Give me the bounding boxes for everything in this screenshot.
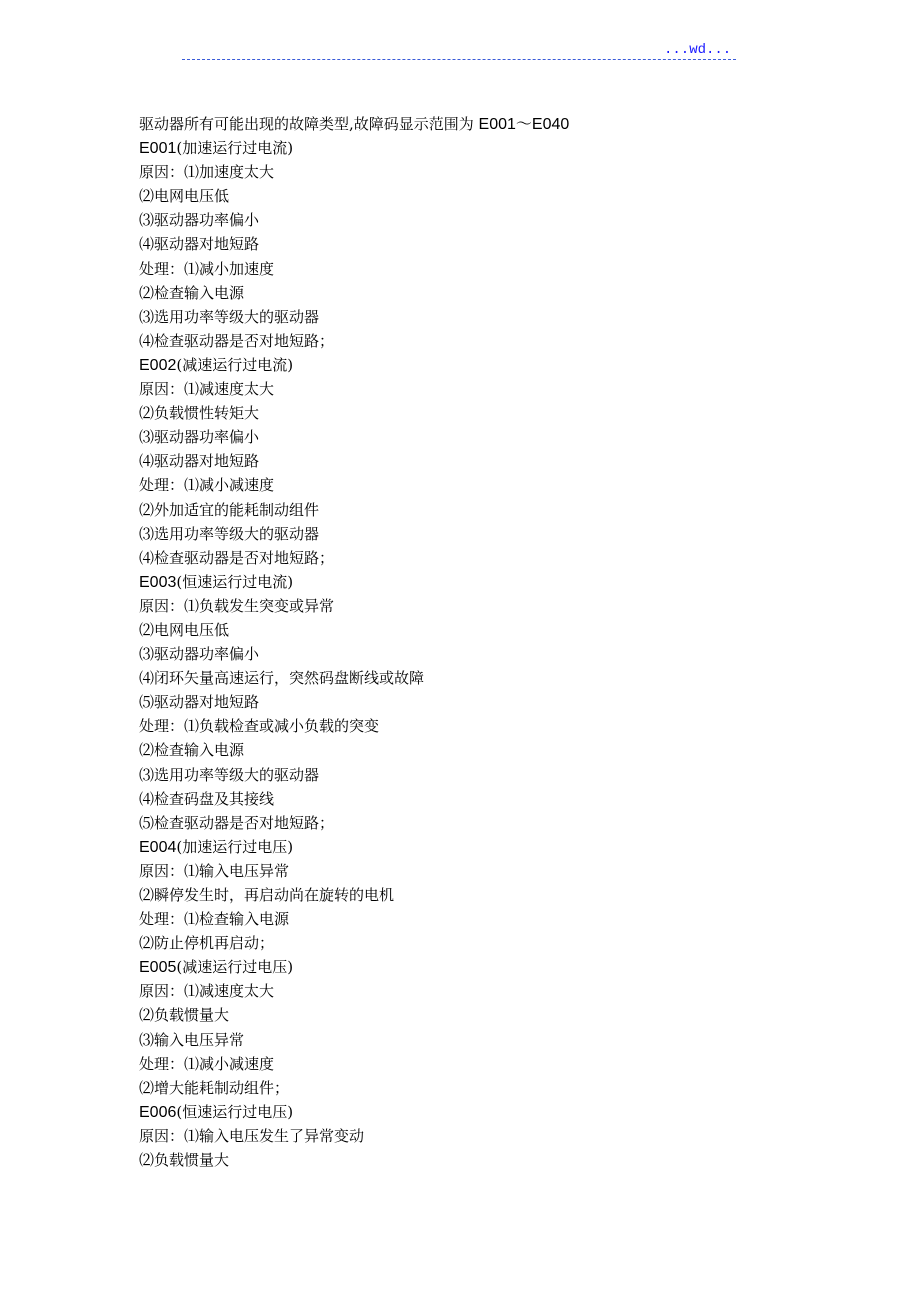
- fault-section: [139, 570, 779, 835]
- fault-detail-line: ⑷闭环矢量高速运行，突然码盘断线或故障: [139, 669, 425, 688]
- fault-detail-line: ⑵负载惯量大: [139, 1006, 230, 1025]
- fault-detail-line: ⑵负载惯性转矩大: [139, 404, 260, 423]
- fault-detail-line: ⑵检查输入电源: [139, 283, 245, 302]
- fault-detail-line: ⑵瞬停发生时，再启动尚在旋转的电机: [139, 886, 395, 904]
- fault-code: E005: [139, 959, 177, 977]
- fault-detail-line: ⑵负载惯量大: [139, 1151, 230, 1170]
- fault-code: E003: [139, 573, 177, 591]
- fault-section: [139, 1100, 779, 1172]
- fault-detail-line: ⑶驱动器功率偏小: [139, 645, 260, 664]
- fault-heading: [139, 353, 779, 377]
- fault-detail-line: ⑸检查驱动器是否对地短路；: [139, 813, 335, 832]
- fault-title: (减速运行过电流): [176, 355, 294, 374]
- fault-detail-line: ⑶选用功率等级大的驱动器: [139, 765, 320, 784]
- fault-code: E004: [139, 838, 177, 856]
- fault-code: E001: [139, 140, 177, 158]
- fault-section: [139, 955, 779, 1100]
- fault-title: (加速运行过电压): [176, 837, 294, 856]
- fault-heading: [139, 136, 779, 160]
- fault-section: [139, 136, 779, 353]
- fault-detail-line: 处理：⑴减小减速度: [139, 476, 275, 495]
- fault-code-range: E001～E040: [478, 116, 570, 133]
- fault-detail-line: ⑵电网电压低: [139, 187, 230, 206]
- intro-line: [139, 112, 779, 136]
- fault-detail-line: ⑶驱动器功率偏小: [139, 211, 260, 230]
- fault-detail-line: ⑶选用功率等级大的驱动器: [139, 524, 320, 543]
- fault-title: (加速运行过电流): [176, 139, 294, 158]
- fault-code: E006: [139, 1103, 177, 1121]
- intro-text: 驱动器所有可能出现的故障类型,故障码显示范围为: [139, 115, 479, 133]
- fault-heading: [139, 570, 779, 594]
- fault-section: [139, 353, 779, 570]
- fault-detail-line: ⑷检查驱动器是否对地短路；: [139, 548, 335, 567]
- fault-detail-line: ⑶驱动器功率偏小: [139, 428, 260, 447]
- fault-detail-line: 处理：⑴减小减速度: [139, 1054, 275, 1073]
- fault-title: (恒速运行过电流): [176, 572, 294, 591]
- fault-detail-line: ⑷驱动器对地短路: [139, 452, 260, 471]
- fault-detail-line: 原因：⑴减速度太大: [139, 982, 275, 1001]
- fault-list: [139, 136, 779, 1172]
- fault-title: (恒速运行过电压): [176, 1102, 294, 1121]
- fault-detail-line: ⑶输入电压异常: [139, 1030, 245, 1049]
- fault-heading: [139, 1100, 779, 1124]
- fault-detail-line: ⑸驱动器对地短路: [139, 693, 260, 712]
- fault-detail-line: ⑵外加适宜的能耗制动组件: [139, 500, 320, 519]
- fault-detail-line: 原因：⑴输入电压异常: [139, 861, 290, 880]
- fault-detail-line: 原因：⑴输入电压发生了异常变动: [139, 1126, 365, 1145]
- fault-detail-line: ⑵增大能耗制动组件；: [139, 1078, 290, 1097]
- fault-detail-line: ⑶选用功率等级大的驱动器: [139, 307, 320, 326]
- fault-detail-line: ⑵检查输入电源: [139, 741, 245, 760]
- fault-heading: [139, 835, 779, 859]
- fault-heading: [139, 955, 779, 979]
- fault-detail-line: ⑵电网电压低: [139, 620, 230, 639]
- fault-title: (减速运行过电压): [176, 958, 294, 977]
- header-mark: ...wd...: [664, 42, 732, 58]
- fault-detail-line: 原因：⑴加速度太大: [139, 163, 275, 182]
- fault-detail-line: ⑷检查驱动器是否对地短路；: [139, 331, 335, 350]
- fault-detail-line: ⑵防止停机再启动；: [139, 934, 275, 953]
- header-divider: [182, 59, 736, 60]
- fault-detail-line: 处理：⑴减小加速度: [139, 259, 275, 278]
- fault-detail-line: 处理：⑴检查输入电源: [139, 910, 290, 929]
- fault-detail-line: 原因：⑴减速度太大: [139, 380, 275, 399]
- document-body: [139, 112, 779, 1172]
- fault-section: [139, 835, 779, 955]
- fault-code: E002: [139, 356, 177, 374]
- fault-detail-line: ⑷驱动器对地短路: [139, 235, 260, 254]
- fault-detail-line: ⑷检查码盘及其接线: [139, 789, 275, 808]
- fault-detail-line: 原因：⑴负载发生突变或异常: [139, 596, 335, 615]
- fault-detail-line: 处理：⑴负载检查或减小负载的突变: [139, 717, 380, 736]
